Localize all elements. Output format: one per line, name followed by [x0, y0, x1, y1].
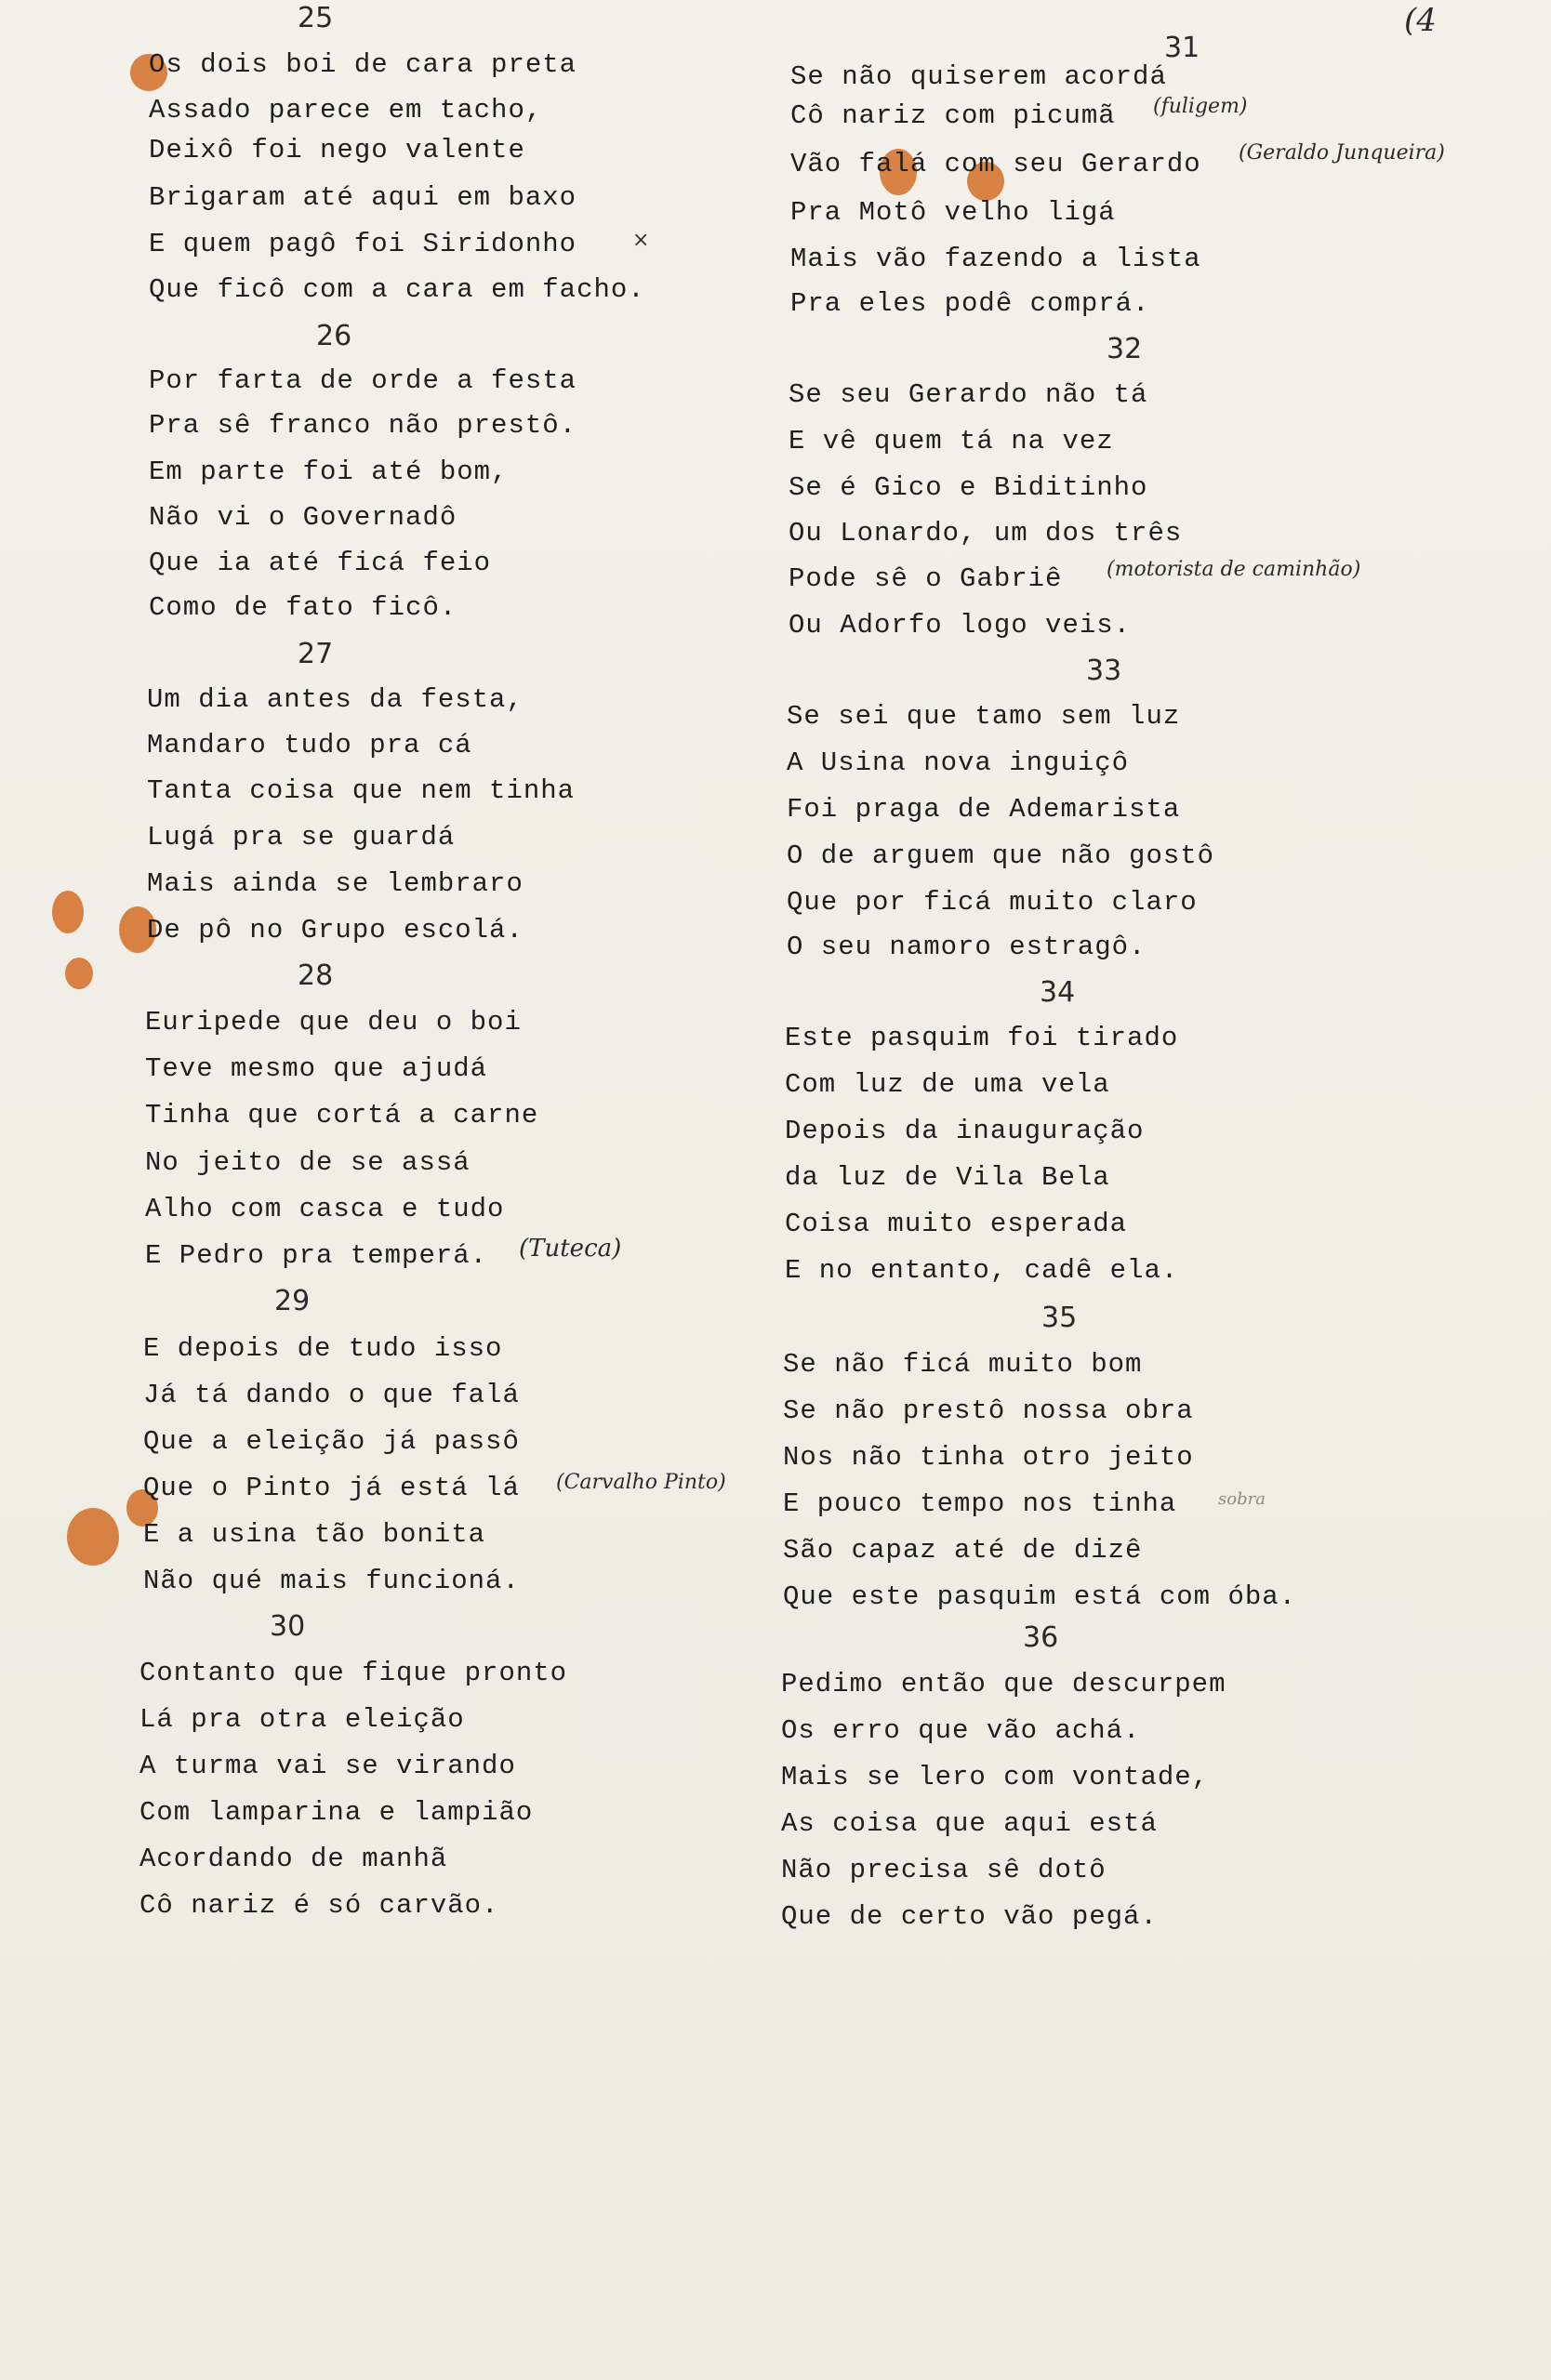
verse-line: E Pedro pra temperá. — [145, 1240, 488, 1271]
verse-line: Se é Gico e Biditinho — [789, 472, 1148, 503]
handwritten-note: sobra — [1218, 1489, 1266, 1509]
verse-line: Lá pra otra eleição — [139, 1704, 465, 1735]
verse-line: Com luz de uma vela — [785, 1069, 1110, 1100]
stanza-number: 33 — [1086, 654, 1122, 687]
verse-line: Pedimo então que descurpem — [781, 1669, 1226, 1699]
verse-line: Que o Pinto já está lá — [143, 1473, 520, 1503]
verse-line: Nos não tinha otro jeito — [783, 1442, 1194, 1473]
verse-line: E no entanto, cadê ela. — [785, 1255, 1179, 1286]
verse-line: Vão falá com seu Gerardo — [790, 149, 1201, 179]
stanza-number: 35 — [1041, 1302, 1078, 1334]
verse-line: Por farta de orde a festa — [149, 365, 577, 396]
verse-line: Se não prestô nossa obra — [783, 1395, 1194, 1426]
stain — [52, 891, 84, 933]
verse-line: Que este pasquim está com óba. — [783, 1581, 1297, 1612]
verse-line: Os erro que vão achá. — [781, 1715, 1141, 1746]
handwritten-note: (fuligem) — [1153, 95, 1248, 118]
stanza-number: 30 — [270, 1610, 306, 1643]
verse-line: da luz de Vila Bela — [785, 1162, 1110, 1193]
verse-line: Cô nariz é só carvão. — [139, 1890, 499, 1921]
verse-line: Coisa muito esperada — [785, 1209, 1128, 1239]
verse-line: Tinha que cortá a carne — [145, 1100, 539, 1130]
stanza-number: 36 — [1023, 1621, 1059, 1654]
verse-line: A turma vai se virando — [139, 1751, 516, 1781]
verse-line: Mais vão fazendo a lista — [790, 244, 1201, 274]
verse-line: E quem pagô foi Siridonho — [149, 229, 577, 259]
verse-line: O de arguem que não gostô — [787, 840, 1215, 871]
verse-line: E a usina tão bonita — [143, 1519, 486, 1550]
verse-line: Que ficô com a cara em facho. — [149, 274, 645, 305]
verse-line: Pra eles podê comprá. — [790, 288, 1150, 319]
verse-line: Ou Lonardo, um dos três — [789, 518, 1183, 549]
verse-line: Não vi o Governadô — [149, 502, 457, 533]
verse-line: Como de fato ficô. — [149, 592, 457, 623]
verse-line: Este pasquim foi tirado — [785, 1023, 1179, 1053]
verse-line: Alho com casca e tudo — [145, 1194, 505, 1224]
verse-line: Os dois boi de cara preta — [149, 49, 577, 80]
page-number-mark: (4 — [1404, 2, 1437, 39]
verse-line: O seu namoro estragô. — [787, 932, 1147, 962]
stain — [67, 1508, 119, 1566]
stanza-number: 31 — [1164, 32, 1200, 64]
verse-line: A Usina nova inguiçô — [787, 747, 1130, 778]
verse-line: Teve mesmo que ajudá — [145, 1053, 488, 1084]
stanza-number: 25 — [298, 2, 334, 34]
stanza-number: 26 — [316, 320, 352, 352]
verse-line: E vê quem tá na vez — [789, 426, 1114, 456]
verse-line: Mais se lero com vontade, — [781, 1762, 1210, 1792]
verse-line: Mais ainda se lembraro — [147, 868, 524, 899]
stanza-number: 27 — [298, 638, 334, 670]
verse-line: E pouco tempo nos tinha — [783, 1488, 1177, 1519]
verse-line: Em parte foi até bom, — [149, 456, 509, 487]
verse-line: Depois da inauguração — [785, 1116, 1145, 1146]
verse-line: Contanto que fique pronto — [139, 1658, 568, 1688]
handwritten-note: (motorista de caminhão) — [1107, 558, 1361, 581]
verse-line: Que a eleição já passô — [143, 1426, 520, 1457]
verse-line: Mandaro tudo pra cá — [147, 730, 472, 760]
handwritten-note: (Carvalho Pinto) — [556, 1471, 726, 1494]
verse-line: Pra sê franco não prestô. — [149, 410, 577, 441]
verse-line: Se não quiserem acordá — [790, 61, 1167, 92]
verse-line: Tanta coisa que nem tinha — [147, 775, 576, 806]
verse-line: As coisa que aqui está — [781, 1808, 1158, 1839]
verse-line: Se seu Gerardo não tá — [789, 379, 1148, 410]
verse-line: Ou Adorfo logo veis. — [789, 610, 1132, 641]
verse-line: Não precisa sê dotô — [781, 1855, 1107, 1885]
verse-line: Pra Motô velho ligá — [790, 197, 1116, 228]
handwritten-note: (Geraldo Junqueira) — [1239, 141, 1445, 165]
verse-line: De pô no Grupo escolá. — [147, 915, 524, 945]
stanza-number: 28 — [298, 959, 334, 992]
verse-line: São capaz até de dizê — [783, 1535, 1143, 1566]
verse-line: Pode sê o Gabriê — [789, 563, 1063, 594]
verse-line: Com lamparina e lampião — [139, 1797, 534, 1828]
verse-line: Se sei que tamo sem luz — [787, 701, 1181, 732]
verse-line: Que de certo vão pegá. — [781, 1901, 1158, 1932]
stain — [65, 958, 93, 989]
verse-line: E depois de tudo isso — [143, 1333, 503, 1364]
stanza-number: 32 — [1107, 333, 1143, 365]
verse-line: Euripede que deu o boi — [145, 1007, 522, 1038]
verse-line: Brigaram até aqui em baxo — [149, 182, 577, 213]
verse-line: Um dia antes da festa, — [147, 684, 524, 715]
verse-line: Cô nariz com picumã — [790, 100, 1116, 131]
verse-line: Já tá dando o que falá — [143, 1380, 520, 1410]
verse-line: Não qué mais funcioná. — [143, 1566, 520, 1596]
verse-line: Acordando de manhã — [139, 1844, 448, 1874]
handwritten-note: (Tuteca) — [519, 1235, 622, 1263]
stanza-number: 29 — [274, 1285, 311, 1317]
verse-line: Foi praga de Ademarista — [787, 794, 1181, 825]
verse-line: Lugá pra se guardá — [147, 822, 456, 853]
verse-line: No jeito de se assá — [145, 1147, 471, 1178]
margin-mark: × — [632, 229, 650, 252]
verse-line: Se não ficá muito bom — [783, 1349, 1143, 1380]
verse-line: Que ia até ficá feio — [149, 548, 492, 578]
stanza-number: 34 — [1040, 976, 1076, 1009]
verse-line: Deixô foi nego valente — [149, 135, 525, 165]
verse-line: Que por ficá muito claro — [787, 887, 1198, 918]
verse-line: Assado parece em tacho, — [149, 95, 543, 126]
